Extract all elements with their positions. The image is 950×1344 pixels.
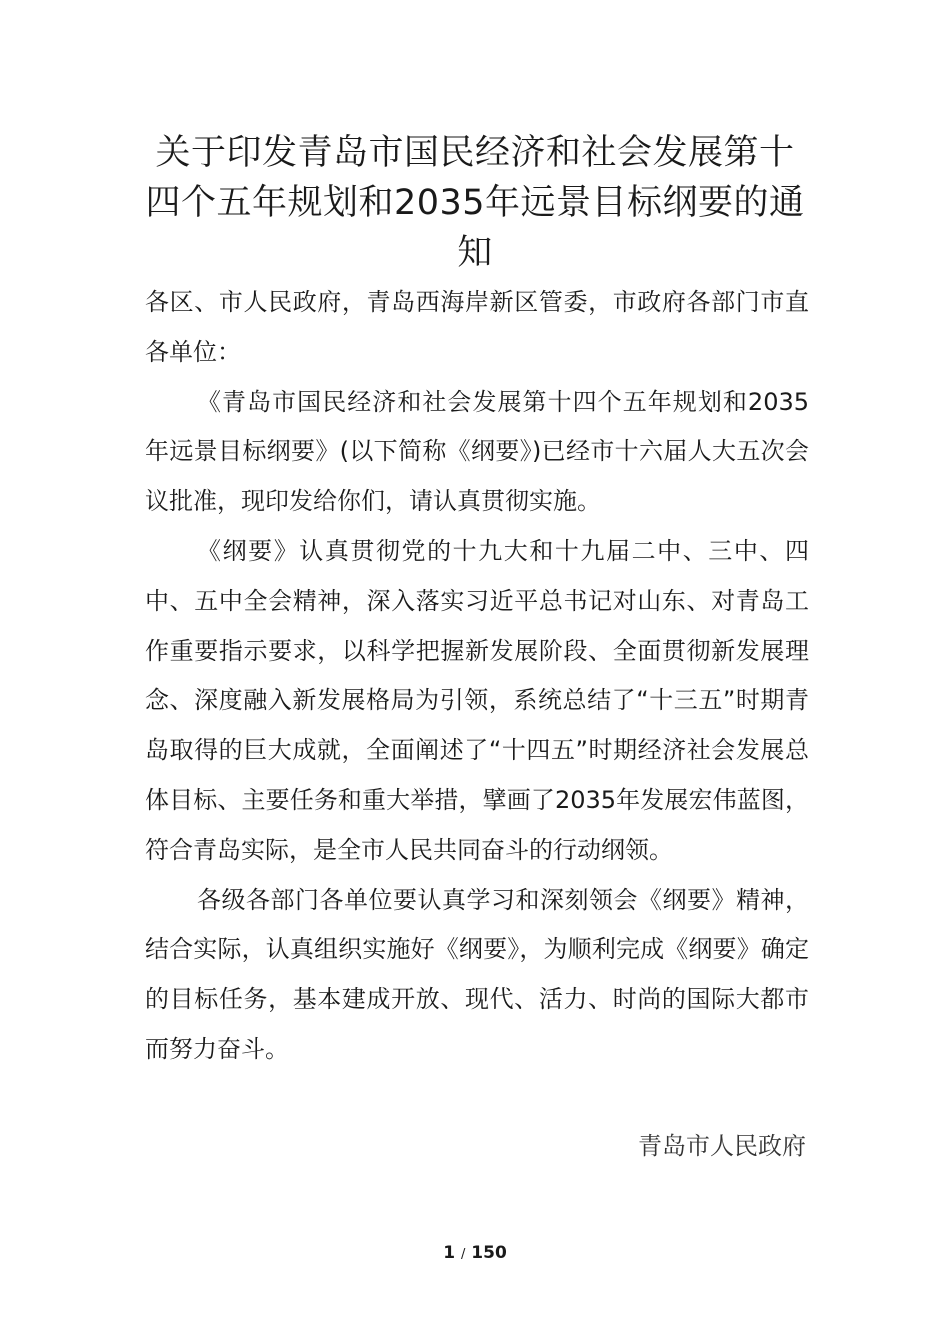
body-paragraph-3: 各级各部门各单位要认真学习和深刻领会《纲要》精神，结合实际，认真组织实施好《纲要》，为顺利完成《纲要》确定的目标任务，基本建成开放、现代、活力、时尚的国际大都市而努力奋斗。 [145,885,809,1063]
document-title: 关于印发青岛市国民经济和社会发展第十四个五年规划和2035年远景目标纲要的通知 [145,133,805,273]
body-paragraph-2: 《纲要》认真贯彻党的十九大和十九届二中、三中、四中、五中全会精神，深入落实习近平总书记对山东、对青岛工作重要指示要求，以科学把握新发展阶段、全面贯彻新发展理念、深度融入新发展格局为引领，系统总结了“十三五”时期青岛取得的巨大成就，全面阐述了“十四五”时期经济社会发展总体目标、主要任务和重大举措，擘画了2035年发展宏伟蓝图，符合青岛实际，是全市人民共同奋斗的行动纲领。 [145,536,809,864]
document-body [145,278,809,1075]
issuer-signature: 青岛市人民政府 [638,1132,806,1160]
page-separator: / [460,1247,466,1262]
addressee-line: 各区、市人民政府，青岛西海岸新区管委，市政府各部门市直各单位： [145,288,809,366]
current-page: 1 [443,1243,456,1263]
body-paragraph-1: 《青岛市国民经济和社会发展第十四个五年规划和2035年远景目标纲要》(以下简称《纲要》)已经市十六届人大五次会议批准，现印发给你们，请认真贯彻实施。 [145,387,809,516]
total-pages: 150 [471,1243,507,1263]
page-number [0,1241,950,1267]
